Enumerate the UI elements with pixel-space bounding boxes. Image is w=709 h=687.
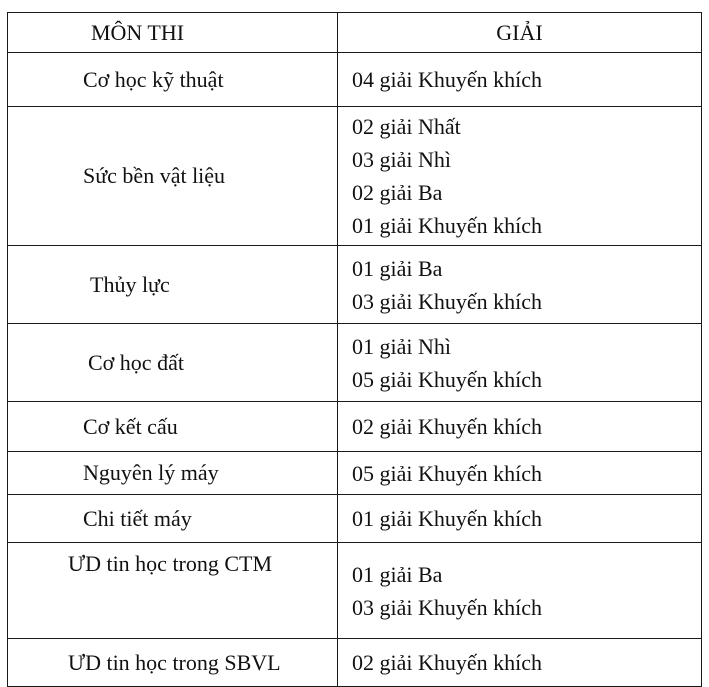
results-table bbox=[7, 12, 702, 687]
award-line: 02 giải Khuyến khích bbox=[352, 414, 543, 439]
award-line: 01 giải Nhì bbox=[352, 333, 451, 359]
subject-cell: Cơ học đất bbox=[8, 324, 338, 402]
award-line: 04 giải Khuyến khích bbox=[352, 67, 543, 92]
award-cell bbox=[338, 452, 702, 495]
subject-cell: Sức bền vật liệu bbox=[8, 107, 338, 246]
header-award: GIẢI bbox=[338, 13, 702, 53]
subject-cell: Cơ kết cấu bbox=[8, 402, 338, 452]
award-cell bbox=[338, 639, 702, 687]
table-row bbox=[8, 402, 702, 452]
subject-cell: Cơ học kỹ thuật bbox=[8, 53, 338, 107]
award-cell bbox=[338, 246, 702, 324]
award-line: 03 giải Khuyến khích bbox=[352, 594, 543, 620]
header-row bbox=[8, 13, 702, 53]
subject-cell: Thủy lực bbox=[8, 246, 338, 324]
award-cell bbox=[338, 402, 702, 452]
award-line: 01 giải Khuyến khích bbox=[352, 213, 543, 238]
award-cell bbox=[338, 53, 702, 107]
results-table-container bbox=[7, 12, 702, 687]
award-line: 02 giải Khuyến khích bbox=[352, 650, 543, 675]
table-row bbox=[8, 53, 702, 107]
table-row bbox=[8, 452, 702, 495]
award-cell bbox=[338, 543, 702, 639]
table-row bbox=[8, 107, 702, 246]
award-line: 02 giải Nhất bbox=[352, 114, 461, 139]
award-line: 01 giải Ba bbox=[352, 561, 443, 587]
award-line: 05 giải Khuyến khích bbox=[352, 366, 543, 392]
table-row bbox=[8, 324, 702, 402]
header-subject: MÔN THI bbox=[8, 13, 338, 53]
table-row bbox=[8, 639, 702, 687]
award-cell bbox=[338, 495, 702, 543]
award-line: 03 giải Khuyến khích bbox=[352, 288, 543, 314]
subject-cell: ƯD tin học trong SBVL bbox=[8, 639, 338, 687]
award-line: 01 giải Ba bbox=[352, 255, 443, 281]
award-cell bbox=[338, 324, 702, 402]
award-line: 02 giải Ba bbox=[352, 180, 443, 205]
subject-cell: Nguyên lý máy bbox=[8, 452, 338, 495]
table-row bbox=[8, 543, 702, 639]
table-row bbox=[8, 495, 702, 543]
subject-cell: Chi tiết máy bbox=[8, 495, 338, 543]
award-line: 05 giải Khuyến khích bbox=[352, 460, 543, 486]
subject-cell: ƯD tin học trong CTM bbox=[8, 543, 338, 639]
award-line: 01 giải Khuyến khích bbox=[352, 506, 543, 531]
award-line: 03 giải Nhì bbox=[352, 147, 451, 172]
table-row bbox=[8, 246, 702, 324]
award-cell bbox=[338, 107, 702, 246]
